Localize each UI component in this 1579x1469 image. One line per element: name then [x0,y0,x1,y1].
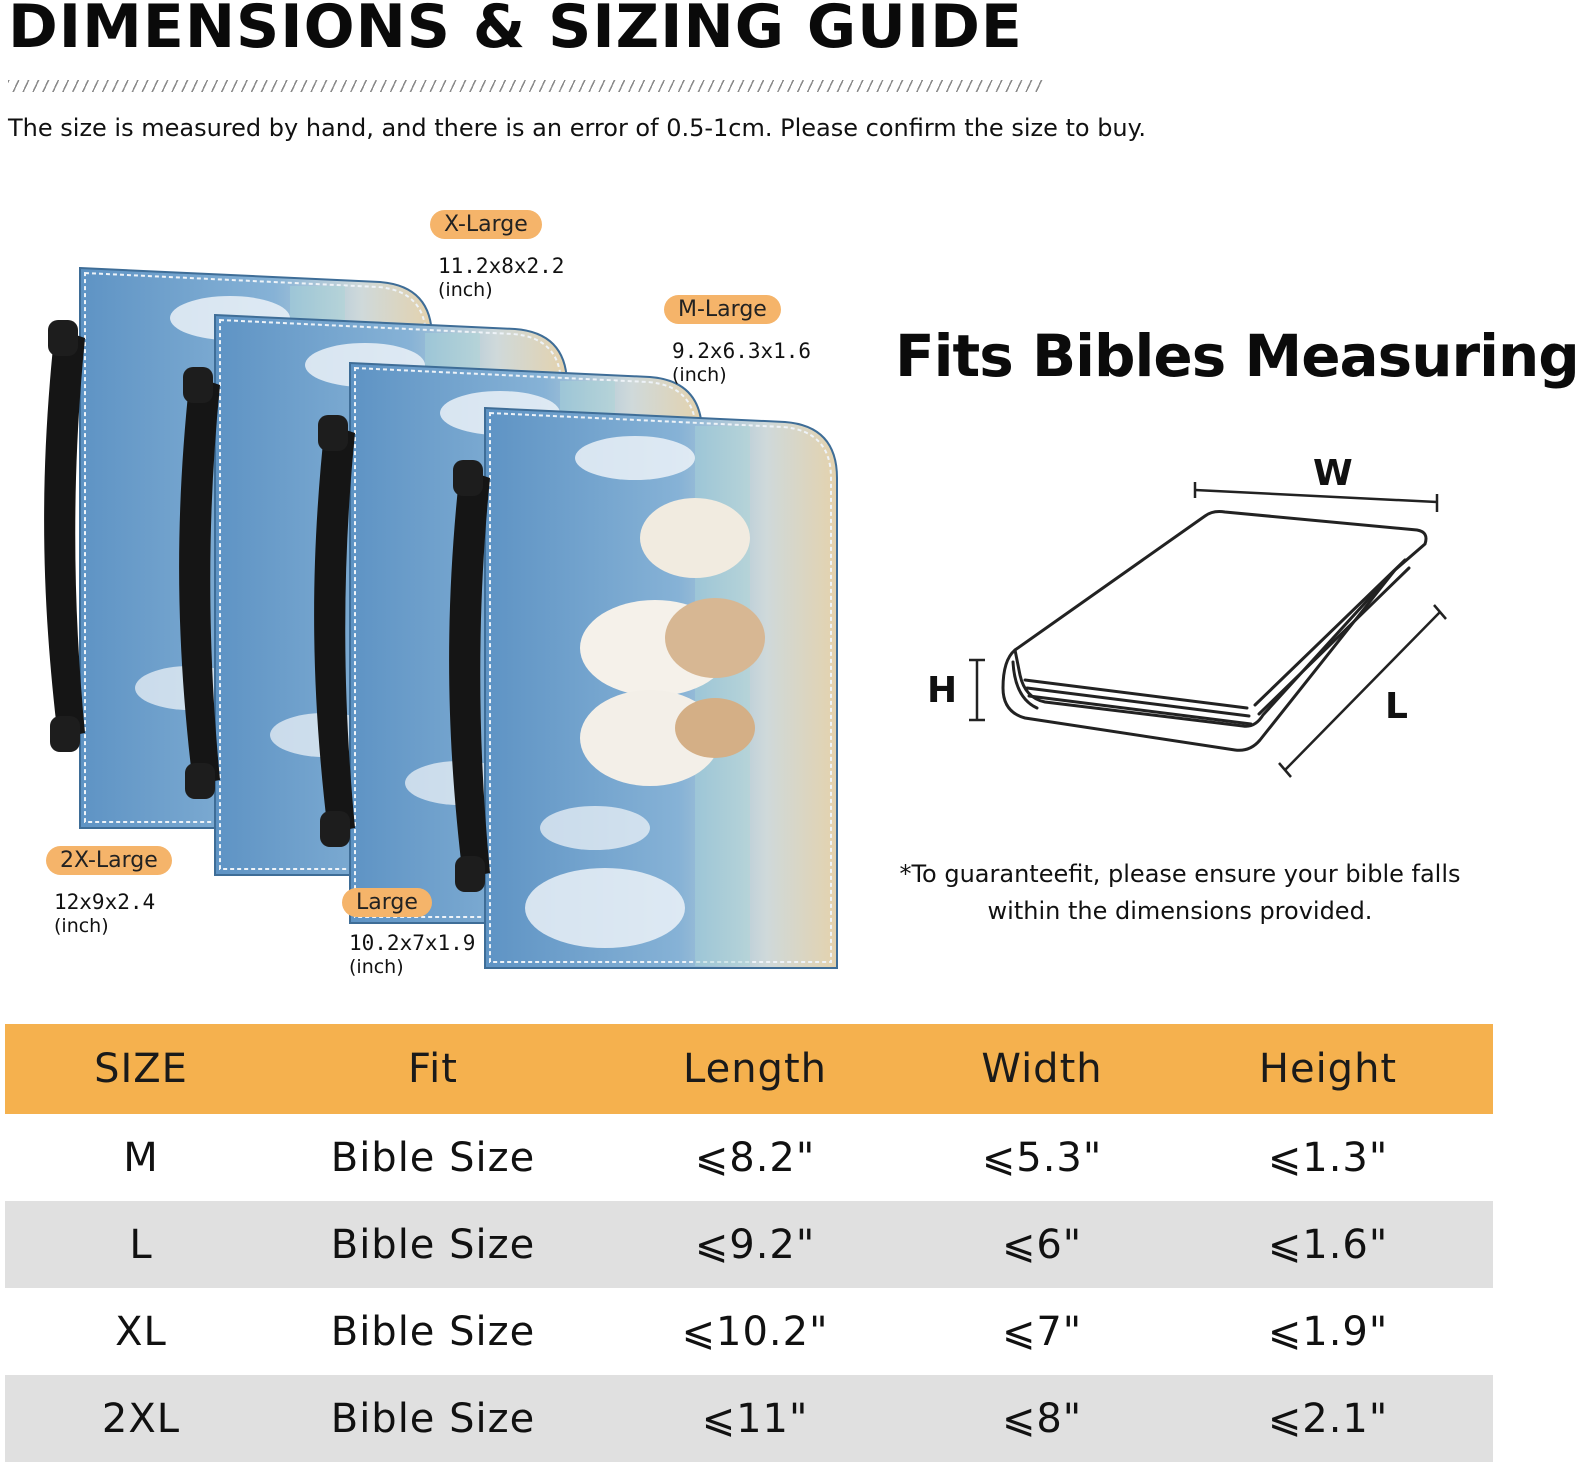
cell-fit: Bible Size [330,1221,536,1268]
fit-guarantee-note [870,856,1490,930]
cell-width: ⩽6" [1001,1221,1083,1268]
size-tag-2x-large: 2X-Large [46,846,172,875]
bible-covers-illustration [0,180,860,940]
dims-unit: (inch) [672,364,727,387]
cell-fit: Bible Size [330,1134,536,1181]
header-width: Width [981,1046,1103,1092]
dims-value: 11.2x8x2.2 [438,254,565,278]
cell-size: L [129,1221,153,1268]
cell-fit: Bible Size [330,1395,536,1442]
size-dims-m-large [672,339,811,387]
cell-width: ⩽7" [1001,1308,1083,1355]
hatch-divider [8,80,1043,92]
note-line-1: *To guaranteefit, please ensure your bible falls [899,860,1461,888]
fits-bibles-heading: Fits Bibles Measuring [895,322,1579,390]
cell-length: ⩽10.2" [681,1308,829,1355]
header-height: Height [1258,1046,1398,1092]
page-title: DIMENSIONS & SIZING GUIDE [8,0,1023,62]
header-fit: Fit [408,1046,458,1092]
note-line-2: within the dimensions provided. [987,897,1373,925]
dims-value: 12x9x2.4 [54,890,156,914]
length-label: L [1385,686,1408,727]
cell-height: ⩽2.1" [1267,1395,1389,1442]
dims-value: 9.2x6.3x1.6 [672,339,812,363]
dims-value: 10.2x7x1.9 [349,931,476,955]
cell-size: M [123,1134,159,1181]
cell-size: 2XL [101,1395,181,1442]
width-label: W [1313,453,1353,494]
table-row [5,1201,1493,1288]
height-label: H [927,670,958,711]
book-dimension-diagram [915,440,1475,800]
cell-height: ⩽1.9" [1267,1308,1389,1355]
dims-unit: (inch) [349,956,404,979]
cell-length: ⩽11" [701,1395,809,1442]
cell-length: ⩽9.2" [694,1221,816,1268]
size-tag-x-large: X-Large [430,210,542,239]
table-row [5,1375,1493,1462]
cell-size: XL [115,1308,167,1355]
header-length: Length [683,1046,827,1092]
size-dims-large [349,931,475,979]
table-row [5,1288,1493,1375]
cell-height: ⩽1.6" [1267,1221,1389,1268]
cell-width: ⩽8" [1001,1395,1083,1442]
cell-width: ⩽5.3" [981,1134,1103,1181]
dims-unit: (inch) [54,915,109,938]
size-tag-m-large: M-Large [664,295,781,324]
size-dims-2x-large [54,890,155,938]
size-chart-table [5,1024,1493,1462]
size-dims-x-large [438,254,564,302]
cell-fit: Bible Size [330,1308,536,1355]
measurement-disclaimer: The size is measured by hand, and there is an error of 0.5-1cm. Please confirm the size to buy. [8,114,1147,142]
header-size: SIZE [94,1046,188,1092]
cell-length: ⩽8.2" [694,1134,816,1181]
dims-unit: (inch) [438,279,493,302]
cell-height: ⩽1.3" [1267,1134,1389,1181]
table-row [5,1114,1493,1201]
table-header-row [5,1024,1493,1114]
size-tag-large: Large [342,888,432,917]
